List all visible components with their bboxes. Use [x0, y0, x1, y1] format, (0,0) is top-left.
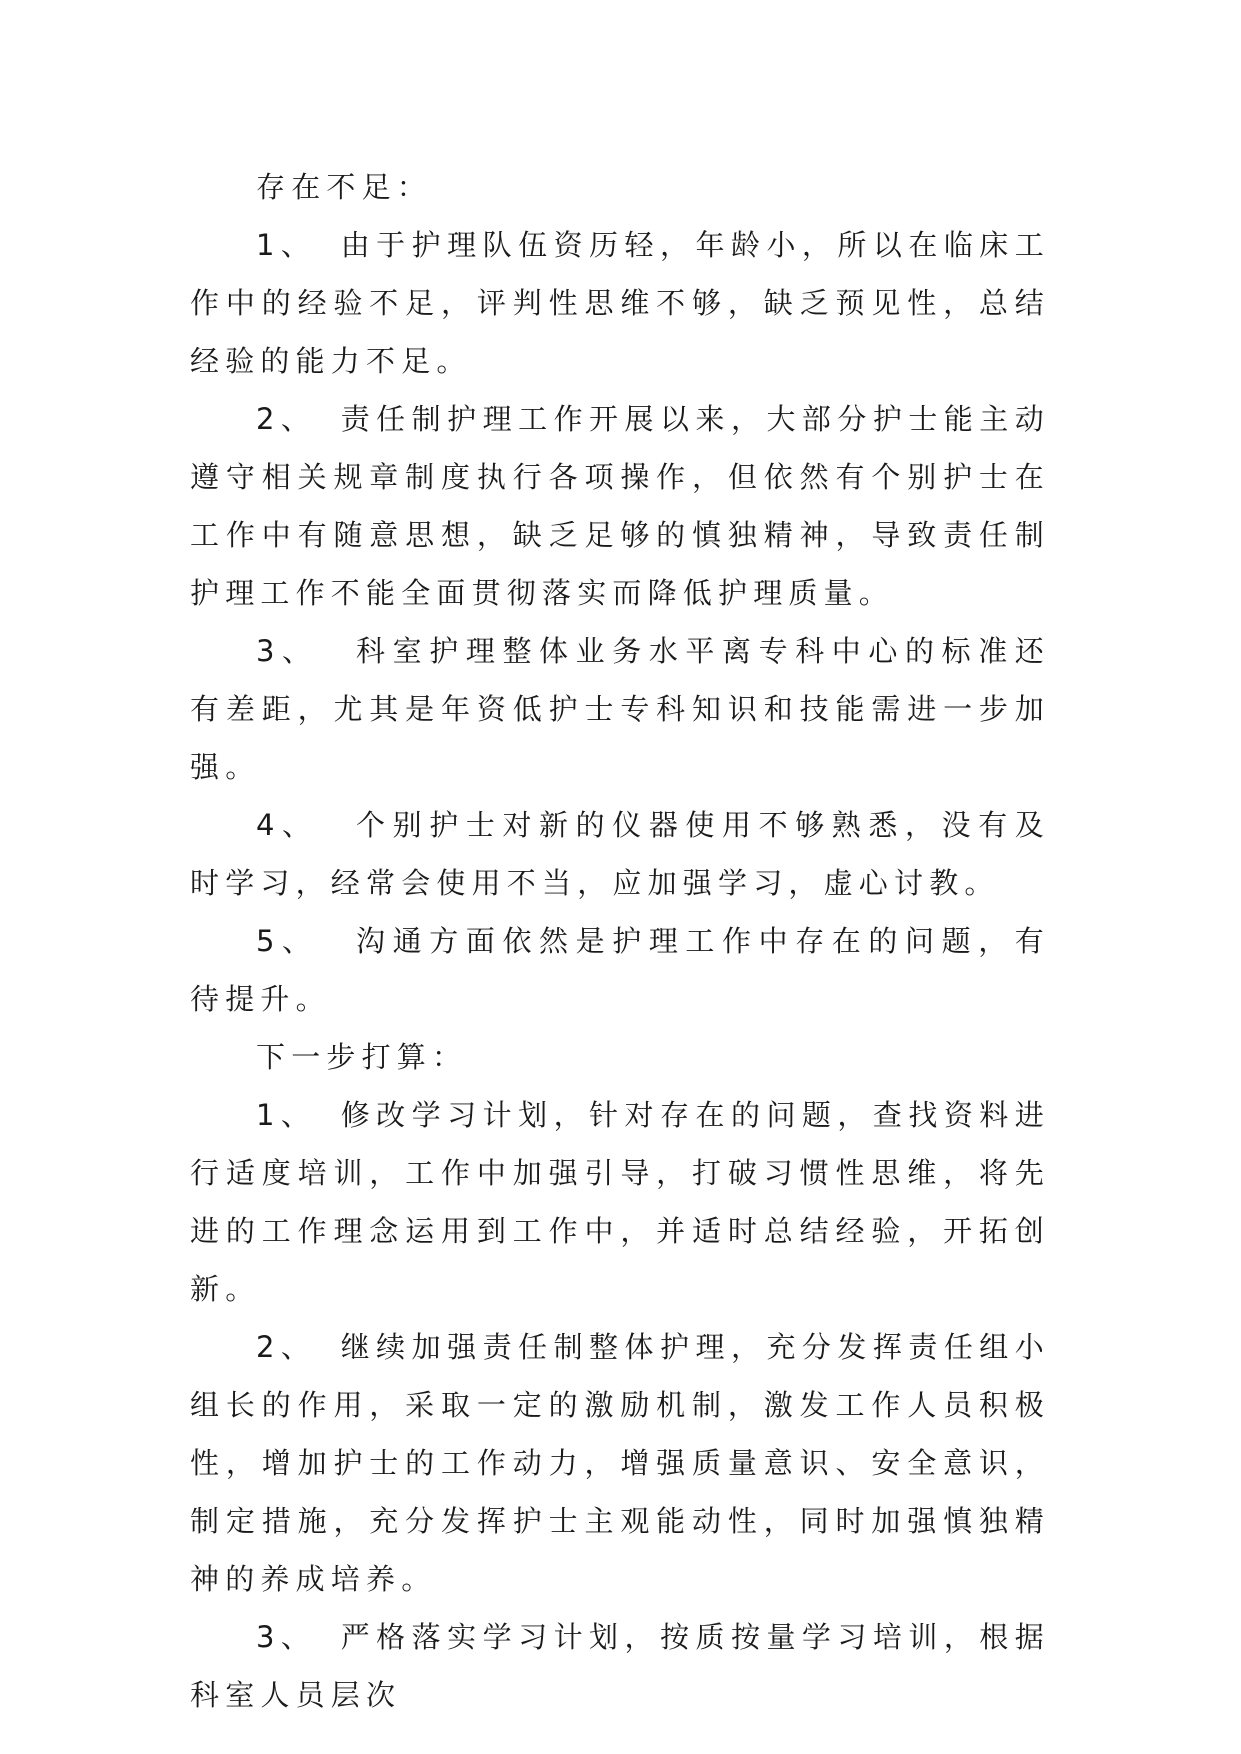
item-number: 1、 [256, 1098, 317, 1132]
item-number: 1、 [256, 228, 317, 262]
item-text: 由于护理队伍资历轻，年龄小，所以在临床工作中的经验不足，评判性思维不够，缺乏预见性，总结经验的能力不足。 [190, 228, 1050, 378]
section-heading-next-steps [190, 1028, 1050, 1086]
item-number: 4、 [256, 808, 319, 842]
heading-text: 存在不足： [256, 170, 433, 204]
item-text: 个别护士对新的仪器使用不够熟悉，没有及时学习，经常会使用不当，应加强学习，虚心讨教。 [190, 808, 1050, 900]
item-number: 2、 [256, 402, 317, 436]
shortcoming-item-2 [190, 390, 1050, 622]
heading-text: 下一步打算： [256, 1040, 468, 1074]
item-text: 修改学习计划，针对存在的问题，查找资料进行适度培训，工作中加强引导，打破习惯性思维，将先进的工作理念运用到工作中，并适时总结经验，开拓创新。 [190, 1098, 1050, 1306]
shortcoming-item-3 [190, 622, 1050, 796]
item-number: 3、 [256, 634, 319, 668]
shortcoming-item-5 [190, 912, 1050, 1028]
section-heading-shortcomings [190, 158, 1050, 216]
document-body [190, 158, 1050, 1724]
item-text: 科室护理整体业务水平离专科中心的标准还有差距，尤其是年资低护士专科知识和技能需进一步加强。 [190, 634, 1050, 784]
item-number: 2、 [256, 1330, 317, 1364]
plan-item-2 [190, 1318, 1050, 1608]
shortcoming-item-4 [190, 796, 1050, 912]
item-number: 5、 [256, 924, 319, 958]
shortcoming-item-1 [190, 216, 1050, 390]
item-text: 严格落实学习计划，按质按量学习培训，根据科室人员层次 [190, 1620, 1050, 1712]
item-number: 3、 [256, 1620, 317, 1654]
item-text: 责任制护理工作开展以来，大部分护士能主动遵守相关规章制度执行各项操作，但依然有个别护士在工作中有随意思想，缺乏足够的慎独精神，导致责任制护理工作不能全面贯彻落实而降低护理质量。 [190, 402, 1050, 610]
plan-item-1 [190, 1086, 1050, 1318]
item-text: 沟通方面依然是护理工作中存在的问题，有待提升。 [190, 924, 1050, 1016]
item-text: 继续加强责任制整体护理，充分发挥责任组小组长的作用，采取一定的激励机制，激发工作人员积极性，增加护士的工作动力，增强质量意识、安全意识，制定措施，充分发挥护士主观能动性，同时加强慎独精神的养成培养。 [190, 1330, 1050, 1596]
plan-item-3 [190, 1608, 1050, 1724]
